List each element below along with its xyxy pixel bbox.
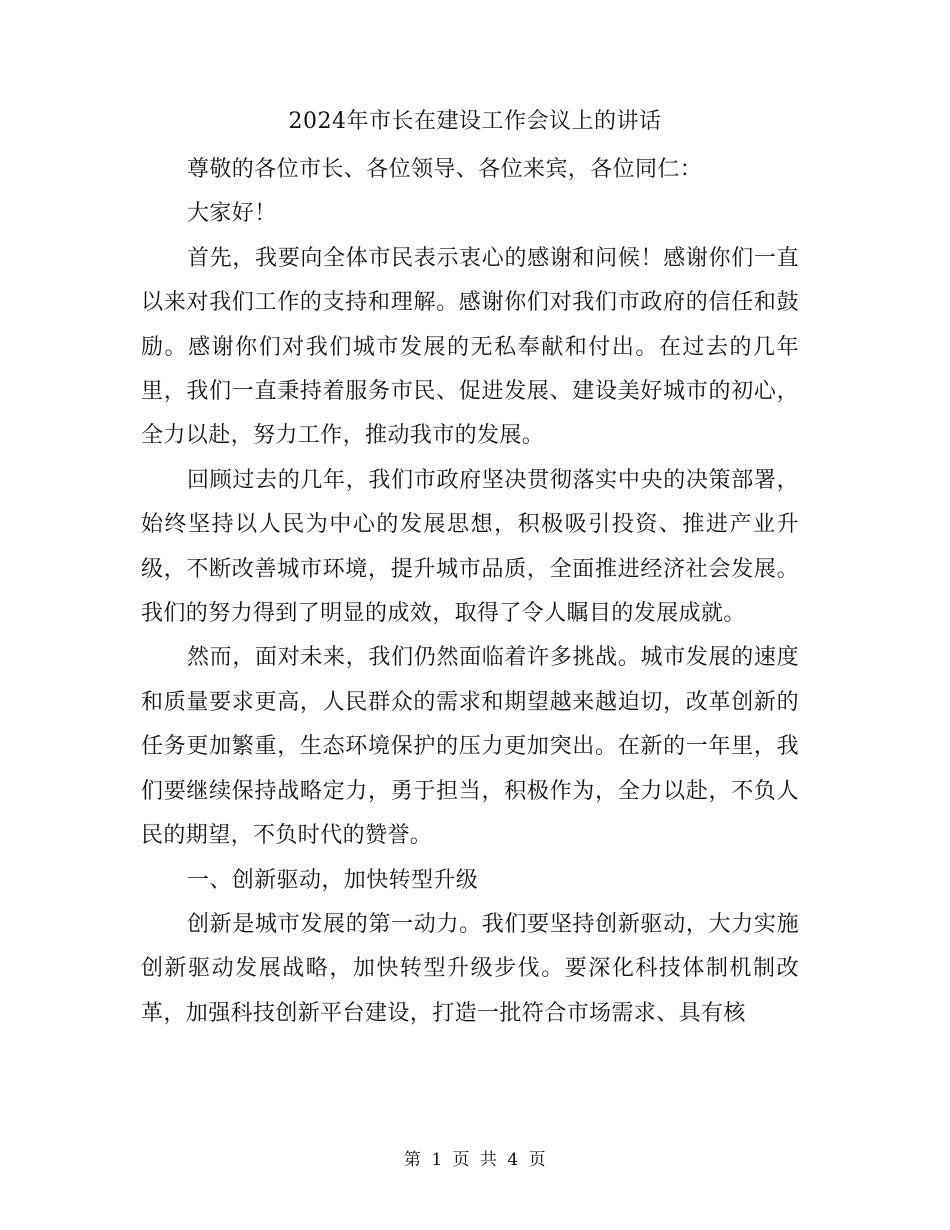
page-number-footer: 第 1 页 共 4 页 (403, 1150, 547, 1170)
document-body (141, 148, 799, 1036)
body-paragraph: 然而，面对未来，我们仍然面临着许多挑战。城市发展的速度和质量要求更高，人民群众的需求和期望越来越迫切，改革创新的任务更加繁重，生态环境保护的压力更加突出。在新的一年里，我们要继续保持战略定力，勇于担当，积极作为，全力以赴，不负人民的期望，不负时代的赞誉。 (141, 645, 799, 849)
body-paragraph: 创新是城市发展的第一动力。我们要坚持创新驱动，大力实施创新驱动发展战略，加快转型升级步伐。要深化科技体制机制改革，加强科技创新平台建设，打造一批符合市场需求、具有核 (141, 911, 799, 1026)
salutation-paragraph: 尊敬的各位市长、各位领导、各位来宾，各位同仁： (187, 157, 703, 182)
body-paragraph: 首先，我要向全体市民表示衷心的感谢和问候！感谢你们一直以来对我们工作的支持和理解。感谢你们对我们市政府的信任和鼓励。感谢你们对我们城市发展的无私奉献和付出。在过去的几年里，我们一直秉持着服务市民、促进发展、建设美好城市的初心，全力以赴，努力工作，推动我市的发展。 (141, 245, 799, 449)
greeting-paragraph: 大家好！ (187, 201, 277, 227)
body-paragraph: 回顾过去的几年，我们市政府坚决贯彻落实中央的决策部署，始终坚持以人民为中心的发展思想，积极吸引投资、推进产业升级，不断改善城市环境，提升城市品质，全面推进经济社会发展。我们的努力得到了明显的成效，取得了令人瞩目的发展成就。 (141, 467, 799, 627)
document-title: 2024年市长在建设工作会议上的讲话 (288, 109, 662, 134)
section-heading: 一、创新驱动，加快转型升级 (187, 867, 479, 893)
